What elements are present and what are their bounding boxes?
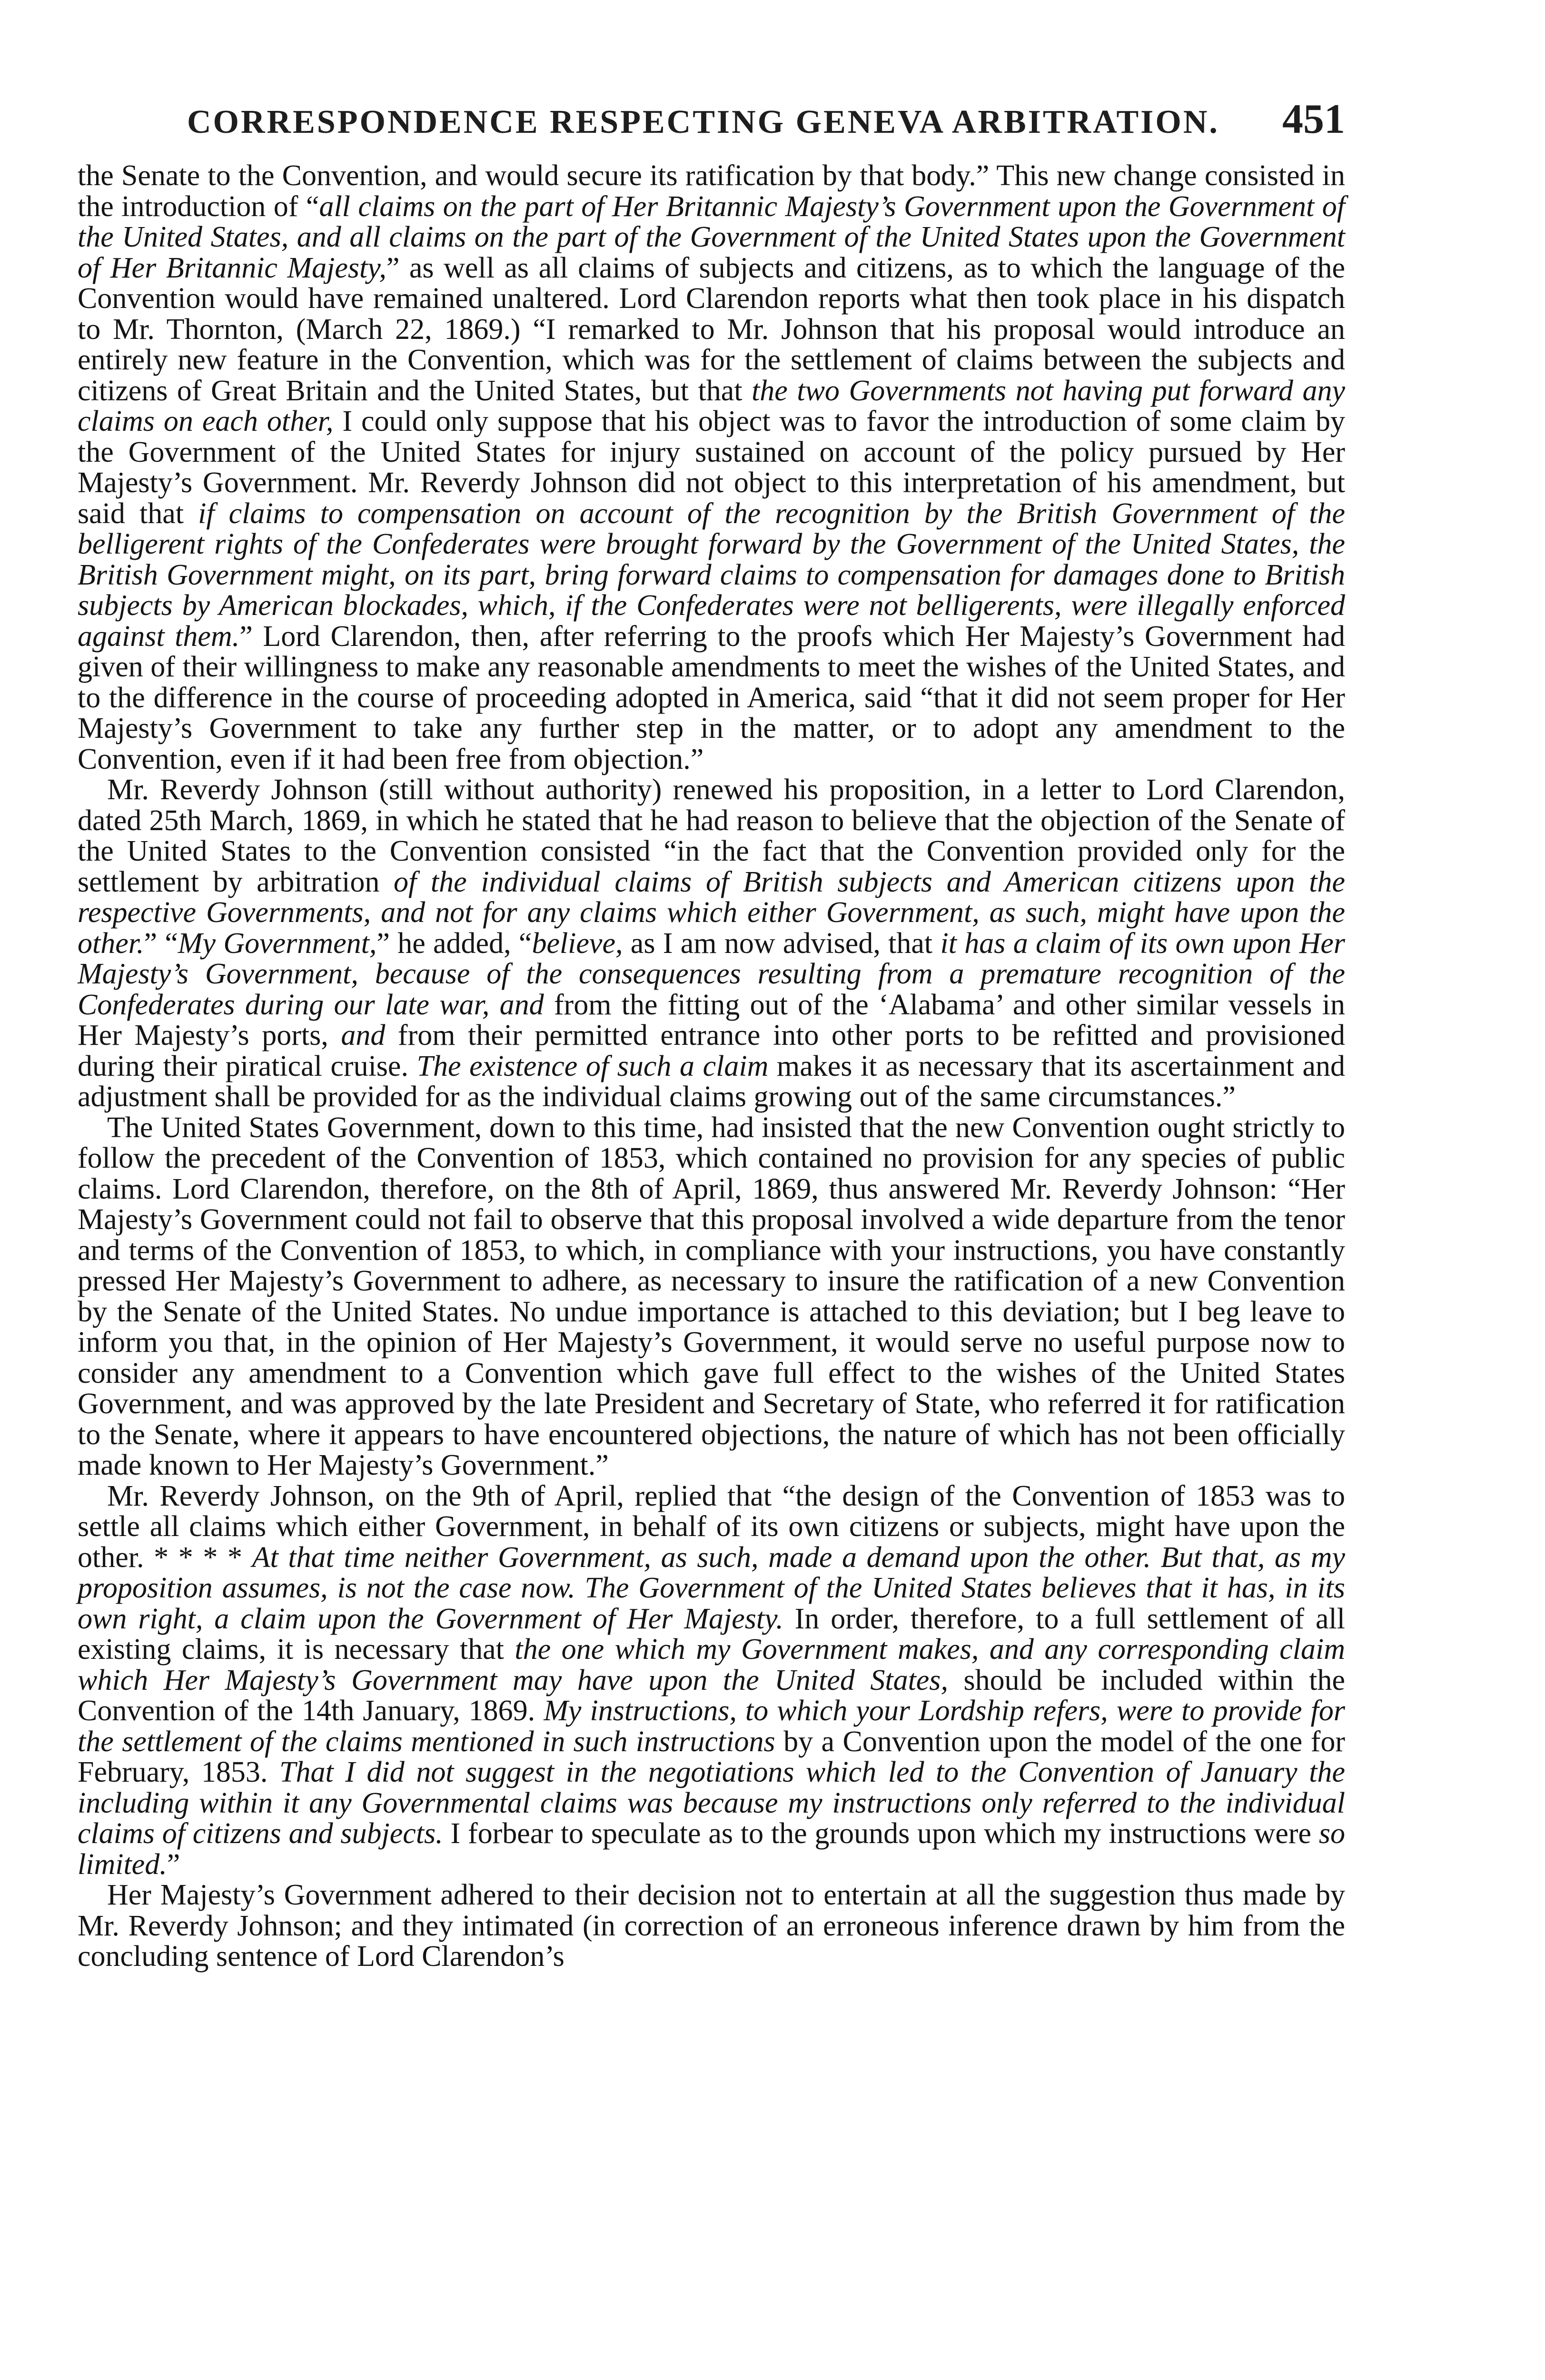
text-run: from their permitted entrance into other ports to be refitted and provisioned during their piratical cruise. bbox=[78, 1019, 1345, 1082]
text-run: ” “ bbox=[144, 927, 178, 960]
italic-text: and bbox=[341, 1019, 386, 1051]
paragraph bbox=[78, 774, 1345, 1112]
running-head bbox=[187, 95, 1345, 143]
italic-text: of the individual claims of British subjects and American citizens upon the respective Governments, and not for any claims which either Government, as such, might have upon the other. bbox=[78, 865, 1346, 960]
text-run: I forbear to speculate as to the grounds upon which my instructions were bbox=[443, 1817, 1319, 1850]
text-run: from the fitting out of the ‘Alabama’ and other similar vessels in Her Majesty’s ports, bbox=[78, 988, 1345, 1051]
text-run: ” as well as all claims of subjects and citizens, as to which the language of the Convention would have remained unaltered. Lord Clarendon reports what then took place in his dispatch to Mr. Thornton, (March 22, 1869.) “I remarked to Mr. Johnson that his proposal would introduce an entirely new feature in the Convention, which was for the settlement of claims between the subjects and citizens of Great Britain and the United States, but that bbox=[78, 251, 1345, 407]
text-run: makes it as necessary that its ascertainment and adjustment shall be provided for as the individual claims growing out of the same circumstances.” bbox=[78, 1050, 1345, 1113]
italic-text: the two Governments not having put forward any claims on each other, bbox=[78, 374, 1345, 437]
text-run: Her Majesty’s Government adhered to their decision not to entertain at all the suggestion thus made by Mr. Reverdy Johnson; and they intimated (in correction of an erroneous inference drawn by him from the concluding sentence of Lord Clarendon’s bbox=[78, 1879, 1345, 1973]
text-run: by a Convention upon the model of the one for February, 1853. bbox=[78, 1725, 1346, 1788]
body-text bbox=[78, 160, 1345, 1972]
text-run: ” he added, “ bbox=[376, 927, 532, 960]
text-run: the Senate to the Convention, and would secure its ratification by that body.” This new change consisted in the introduction of “ bbox=[78, 159, 1345, 223]
italic-text: it has a claim of its own upon Her Majesty’s Government, because of the consequences resulting from a premature recognition of the Confederates during our late war, and bbox=[78, 927, 1346, 1021]
italic-text: the one which my Government makes, and any corresponding claim which Her Majesty’s Government may have upon the United States, bbox=[78, 1633, 1345, 1696]
text-run: Mr. Reverdy Johnson, on the 9th of April, replied that “the design of the Convention of 1853 was to settle all claims which either Government, in behalf of its own citizens or subjects, might have upon the other. * * * * bbox=[78, 1479, 1345, 1574]
running-title: CORRESPONDENCE RESPECTING GENEVA ARBITRATION. bbox=[187, 104, 1219, 140]
italic-text: That I did not suggest in the negotiations which led to the Convention of January the including within it any Governmental claims was because my instructions only referred to the individual claims of citizens and subjects. bbox=[78, 1756, 1345, 1850]
italic-text: all claims on the part of Her Britannic Majesty’s Government upon the Government of the United States, and all claims on the part of the Government of the United States upon the Government of Her Britannic Majesty, bbox=[78, 190, 1345, 284]
text-run: should be included within the Convention of the 14th January, 1869. bbox=[78, 1664, 1345, 1727]
text-run: I could only suppose that his object was to favor the introduction of some claim by the Government of the United States for injury sustained on account of the policy pursued by Her Majesty’s Government. Mr. Reverdy Johnson did not object to this interpretation of his amendment, but said that bbox=[78, 405, 1345, 530]
text-run: Mr. Reverdy Johnson (still without authority) renewed his proposition, in a letter to Lord Clarendon, dated 25th March, 1869, in which he stated that he had reason to believe that the objection of the Senate of the United States to the Convention consisted “in the fact that the Convention provided only for the settlement by arbitration bbox=[78, 774, 1345, 898]
text-run: as I am now advised, that bbox=[623, 927, 941, 960]
page-number: 451 bbox=[1282, 96, 1345, 142]
italic-text: if claims to compensation on account of the recognition by the British Government of the belligerent rights of the Confederates were brought forward by the Government of the United States, the British Government might, on its part, bring forward claims to compensation for damages done to British subjects by American blockades, which, if the Confederates were not belligerents, were illegally enforced against them. bbox=[78, 497, 1345, 653]
italic-text: believe, bbox=[532, 927, 623, 960]
paragraph bbox=[78, 160, 1345, 774]
paragraph bbox=[78, 1112, 1345, 1481]
text-run: In order, therefore, to a full settlement of all existing claims, it is necessary that bbox=[78, 1602, 1345, 1666]
text-run: ” Lord Clarendon, then, after referring to the proofs which Her Majesty’s Government had given of their willingness to make any reasonable amendments to meet the wishes of the United States, and to the difference in the course of proceeding adopted in America, said “that it did not seem proper for Her Majesty’s Government to take any further step in the matter, or to adopt any amendment to the Convention, even if it had been free from objection.” bbox=[78, 620, 1345, 775]
italic-text: The existence of such a claim bbox=[416, 1050, 769, 1082]
italic-text: At that time neither Government, as such, made a demand upon the other. But that, as my proposition assumes, is not the case now. The Government of the United States believes that it has, in its own right, a claim upon the Government of Her Majesty. bbox=[78, 1541, 1345, 1635]
text-run: The United States Government, down to this time, had insisted that the new Convention ought strictly to follow the precedent of the Convention of 1853, which contained no provision for any species of public claims. Lord Clarendon, therefore, on the 8th of April, 1869, thus answered Mr. Reverdy Johnson: “Her Majesty’s Government could not fail to observe that this proposal involved a wide departure from the tenor and terms of the Convention of 1853, to which, in compliance with your instructions, you have constantly pressed Her Majesty’s Government to adhere, as necessary to insure the ratification of a new Convention by the Senate of the United States. No undue importance is attached to this deviation; but I beg leave to inform you that, in the opinion of Her Majesty’s Government, it would serve no useful purpose now to consider any amendment to a Convention which gave full effect to the wishes of the United States Government, and was approved by the late President and Secretary of State, who referred it for ratification to the Senate, where it appears to have encountered objections, the nature of which has not been officially made known to Her Majesty’s Government.” bbox=[78, 1111, 1345, 1481]
text-run: ” bbox=[167, 1848, 180, 1881]
paragraph bbox=[78, 1880, 1345, 1972]
paragraph bbox=[78, 1481, 1345, 1880]
italic-text: My Government, bbox=[178, 927, 377, 960]
italic-text: My instructions, to which your Lordship refers, were to provide for the settlement of the claims mentioned in such instructions bbox=[78, 1695, 1345, 1758]
italic-text: so limited. bbox=[78, 1817, 1346, 1881]
